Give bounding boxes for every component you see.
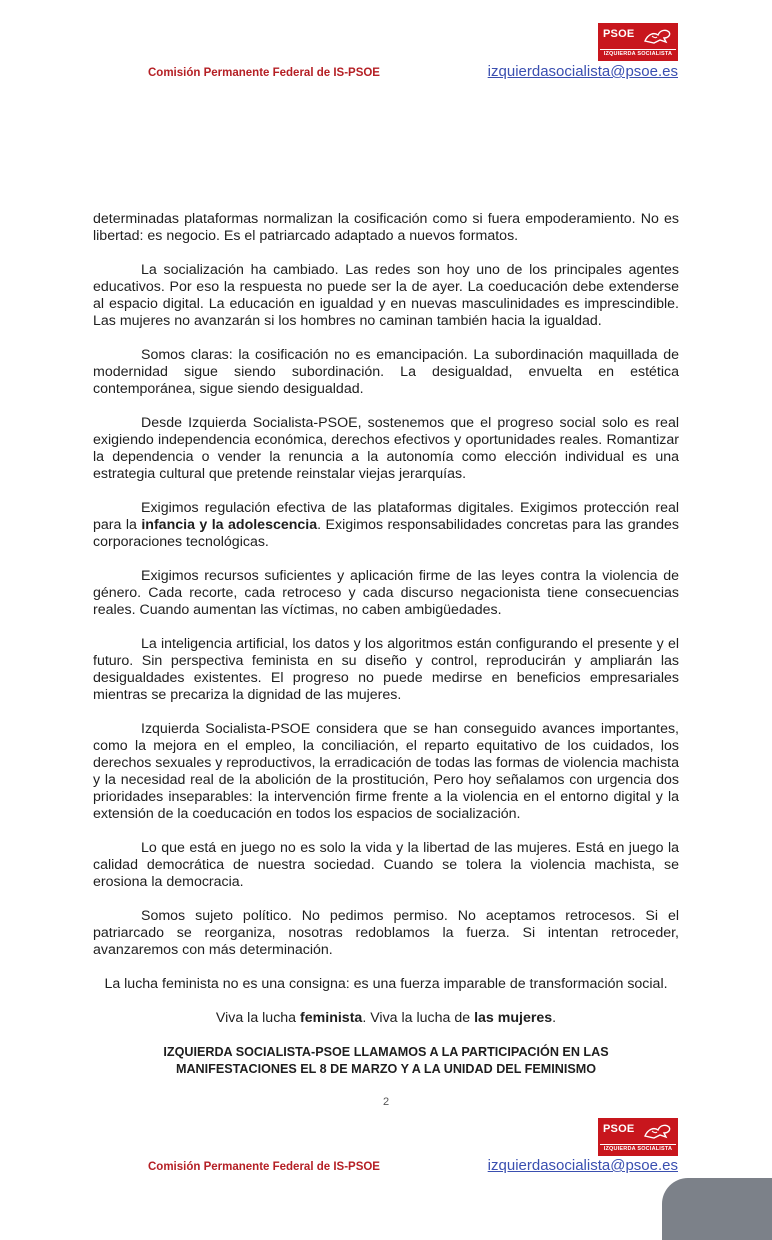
call-to-action [93,1044,679,1078]
paragraph-viva [93,1010,679,1027]
document-body [93,211,679,1111]
bold-text: las mujeres [474,1010,553,1026]
bold-text: feminista [300,1010,363,1026]
paragraph: Lo que está en juego no es solo la vida y la libertad de las mujeres. Está en juego la calidad democrática de nuestra sociedad. Cuando se tolera la violencia machista, se erosiona la democracia. [93,840,679,890]
text-run: . Viva la lucha de [362,1010,475,1026]
logo-name: PSOE [603,1123,635,1135]
psoe-logo [598,23,678,61]
logo-name: PSOE [603,28,635,40]
text-run: Exigimos regulación efectiva de las plataformas digitales. Exigimos protección real para la [93,500,679,533]
footer-email-link[interactable]: izquierdasocialista@psoe.es [487,1157,678,1174]
paragraph-slogan: La lucha feminista no es una consigna: es una fuerza imparable de transformación social. [104,976,668,992]
footer-commission: Comisión Permanente Federal de IS-PSOE [148,1161,380,1173]
header-commission: Comisión Permanente Federal de IS-PSOE [148,67,380,79]
paragraph: La inteligencia artificial, los datos y los algoritmos están configurando el presente y el futuro. Sin perspectiva feminista en su diseño y control, reproducirán y ampliarán las desigualdades existentes. El progreso no puede medirse en beneficios empresariales mientras se precariza la dignidad de las mujeres. [93,636,679,703]
paragraph: Desde Izquierda Socialista-PSOE, sostenemos que el progreso social solo es real exigiendo independencia económica, derechos efectivos y oportunidades reales. Romantizar la dependencia o vender la renuncia a la autonomía como elección individual es una estrategia cultural que pretende reinstalar viejas jerarquías. [93,415,679,482]
paragraph: Somos sujeto político. No pedimos permiso. No aceptamos retrocesos. Si el patriarcado se reorganiza, nosotras redoblamos la fuerza. Si intentan retroceder, avanzaremos con más determinación. [93,908,679,958]
call-line: IZQUIERDA SOCIALISTA-PSOE LLAMAMOS A LA PARTICIPACIÓN EN LAS [163,1045,609,1059]
paragraph [93,500,679,551]
text-run: Viva la lucha [215,1010,301,1026]
logo-subtitle: IZQUIERDA SOCIALISTA [600,49,676,59]
logo-fist-rose-icon [642,26,674,48]
paragraph: Somos claras: la cosificación no es emancipación. La subordinación maquillada de modernidad sigue siendo subordinación. La desigualdad, envuelta en estética contemporánea, sigue siendo desigualdad. [93,347,679,397]
viewer-corner-overlay [662,1178,772,1240]
paragraph: La socialización ha cambiado. Las redes son hoy uno de los principales agentes educativos. Por eso la respuesta no puede ser la de ayer. La coeducación debe extenderse al espacio digital. La educación en igualdad y en nuevas masculinidades es imprescindible. Las mujeres no avanzarán si los hombres no caminan también hacia la igualdad. [93,262,679,329]
bold-text: infancia y la adolescencia [141,517,318,533]
paragraph: Izquierda Socialista-PSOE considera que se han conseguido avances importantes, como la mejora en el empleo, la conciliación, el reparto equitativo de los cuidados, los derechos sexuales y reproductivos, la erradicación de todas las formas de violencia machista y la necesidad real de la abolición de la prostitución, Pero hoy señalamos con urgencia dos prioridades inseparables: la intervención firme frente a la violencia en el entorno digital y la extensión de la coeducación en todos los espacios de socialización. [93,721,679,822]
logo-subtitle: IZQUIERDA SOCIALISTA [600,1144,676,1154]
paragraph: Exigimos recursos suficientes y aplicación firme de las leyes contra la violencia de género. Cada recorte, cada retroceso y cada discurso negacionista tiene consecuencias reales. Cuando aumentan las víctimas, no caben ambigüedades. [93,568,679,618]
page-number: 2 [382,1096,390,1108]
header-email-link[interactable]: izquierdasocialista@psoe.es [487,63,678,80]
call-line: MANIFESTACIONES EL 8 DE MARZO Y A LA UNIDAD DEL FEMINISMO [175,1062,597,1076]
psoe-logo-footer [598,1118,678,1156]
paragraph: determinadas plataformas normalizan la cosificación como si fuera empoderamiento. No es libertad: es negocio. Es el patriarcado adaptado a nuevos formatos. [93,211,679,244]
text-run: . Exigimos responsabilidades concretas para las grandes corporaciones tecnológicas. [93,517,679,550]
text-run: . [552,1010,557,1026]
logo-fist-rose-icon [642,1121,674,1143]
